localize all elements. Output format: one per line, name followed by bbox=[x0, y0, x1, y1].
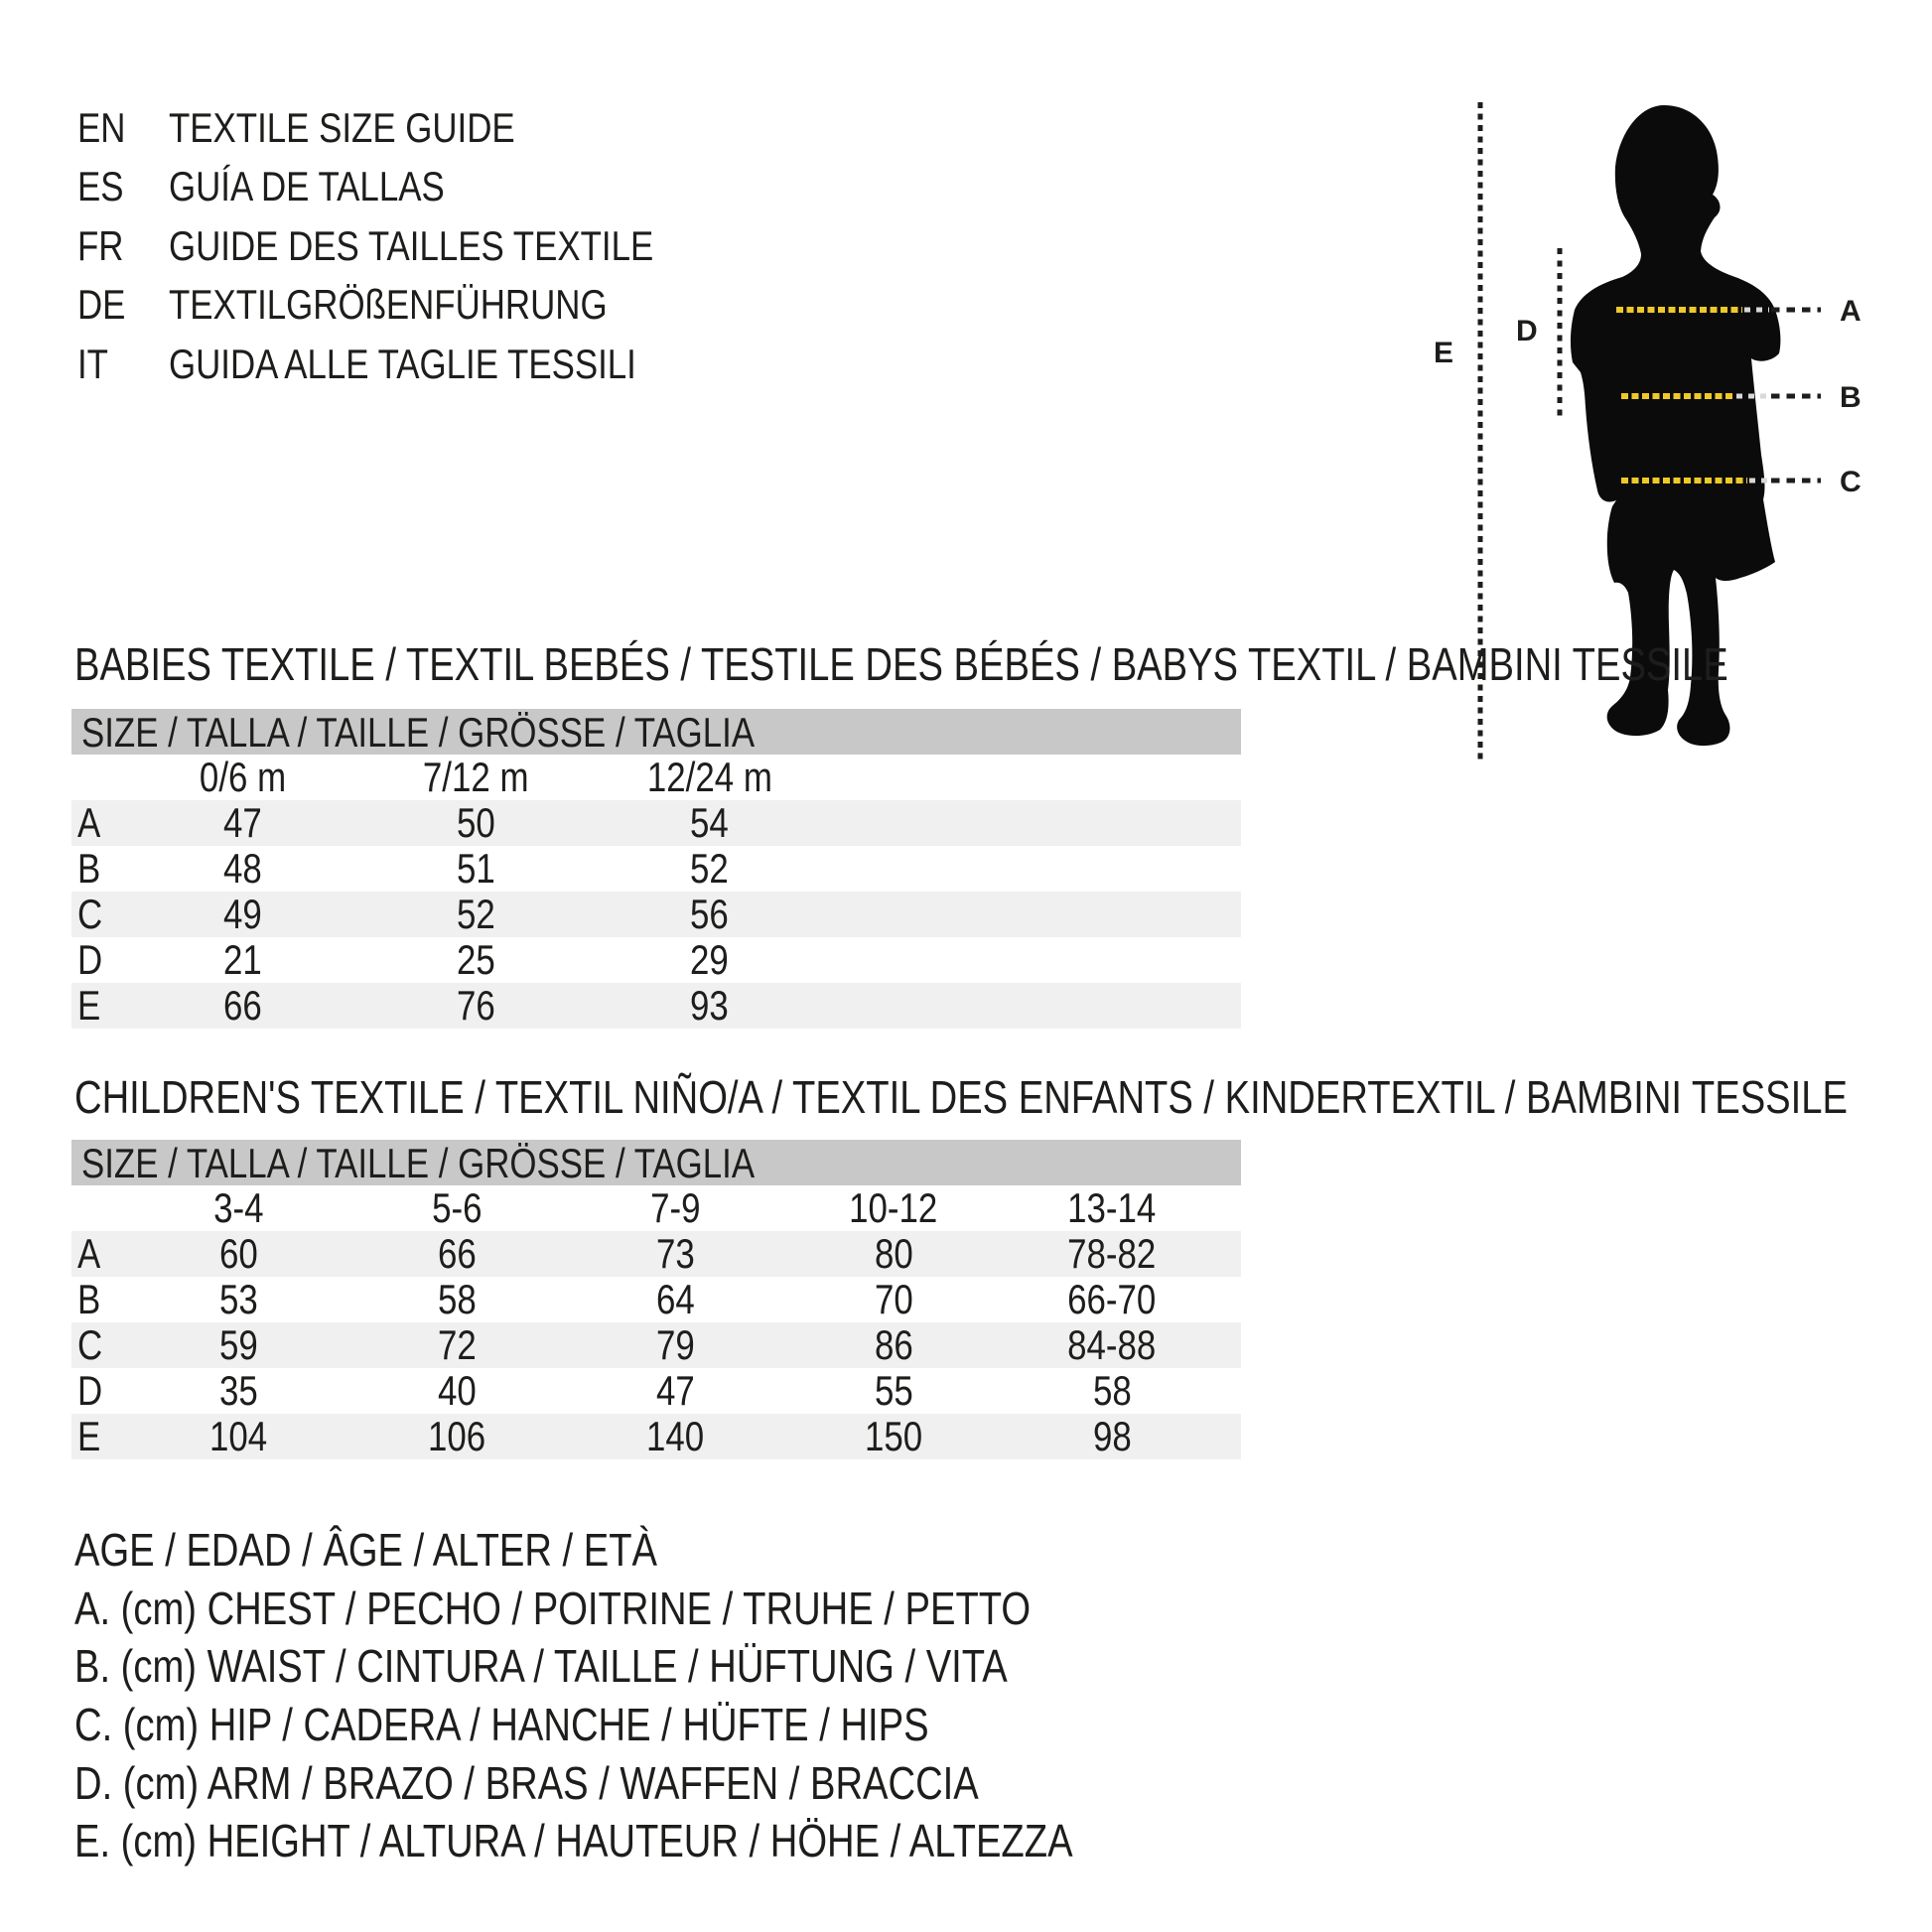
legend-chest-line: A. (cm) CHEST / PECHO / POITRINE / TRUHE / PETTO bbox=[74, 1582, 1032, 1634]
row-label: C bbox=[77, 1321, 103, 1368]
language-row-de bbox=[77, 275, 1408, 334]
table-cell: 55 bbox=[874, 1367, 913, 1414]
table-cell: 98 bbox=[1092, 1413, 1132, 1459]
language-title-de: TEXTILGRÖßENFÜHRUNG bbox=[169, 281, 608, 329]
language-code-en: EN bbox=[77, 104, 126, 151]
table-cell: 58 bbox=[437, 1276, 477, 1322]
table-cell: 86 bbox=[874, 1321, 913, 1368]
table-cell: 52 bbox=[457, 891, 495, 937]
table-cell: 84-88 bbox=[1067, 1321, 1157, 1368]
children-section-heading: CHILDREN'S TEXTILE / TEXTIL NIÑO/A / TEXTIL DES ENFANTS / KINDERTEXTIL / BAMBINI TESSILE bbox=[74, 1071, 1848, 1123]
figure-label-chest-a: A bbox=[1840, 295, 1862, 328]
children-row-d bbox=[71, 1368, 1241, 1414]
babies-section-heading: BABIES TEXTILE / TEXTIL BEBÉS / TESTILE DES BÉBÉS / BABYS TEXTIL / BAMBINI TESSILE bbox=[74, 638, 1728, 690]
table-cell: 52 bbox=[690, 845, 729, 892]
children-col-7-9: 7-9 bbox=[649, 1184, 701, 1231]
language-row-es bbox=[77, 157, 1408, 215]
language-row-en bbox=[77, 98, 1408, 157]
babies-row-a bbox=[71, 800, 1241, 846]
children-size-table bbox=[71, 1140, 1241, 1459]
table-cell: 50 bbox=[457, 799, 495, 846]
language-title-fr: GUIDE DES TAILLES TEXTILE bbox=[169, 221, 654, 269]
table-cell: 140 bbox=[645, 1413, 705, 1459]
babies-row-c bbox=[71, 892, 1241, 937]
language-title-list bbox=[77, 98, 1408, 393]
row-label: A bbox=[77, 799, 101, 846]
children-row-b bbox=[71, 1277, 1241, 1322]
table-cell: 70 bbox=[874, 1276, 913, 1322]
row-label: C bbox=[77, 891, 103, 937]
table-cell: 21 bbox=[223, 936, 262, 983]
table-cell: 66-70 bbox=[1067, 1276, 1157, 1322]
table-cell: 80 bbox=[874, 1230, 913, 1277]
table-cell: 79 bbox=[655, 1321, 695, 1368]
table-cell: 53 bbox=[218, 1276, 258, 1322]
figure-label-height-e: E bbox=[1434, 337, 1454, 369]
language-code-fr: FR bbox=[77, 221, 124, 269]
babies-col-12-24m: 12/24 m bbox=[646, 754, 772, 800]
table-cell: 56 bbox=[690, 891, 729, 937]
babies-size-header-bar: SIZE / TALLA / TAILLE / GRÖSSE / TAGLIA bbox=[71, 709, 1241, 755]
language-title-en: TEXTILE SIZE GUIDE bbox=[169, 104, 515, 151]
language-code-es: ES bbox=[77, 163, 124, 210]
language-code-it: IT bbox=[77, 340, 108, 387]
children-row-c bbox=[71, 1322, 1241, 1368]
table-cell: 66 bbox=[223, 982, 262, 1029]
table-cell: 40 bbox=[437, 1367, 477, 1414]
table-cell: 104 bbox=[208, 1413, 268, 1459]
babies-row-e bbox=[71, 983, 1241, 1029]
row-label: D bbox=[77, 1367, 103, 1414]
babies-row-d bbox=[71, 937, 1241, 983]
figure-label-waist-b: B bbox=[1840, 381, 1862, 414]
legend-waist-line: B. (cm) WAIST / CINTURA / TAILLE / HÜFTUNG / VITA bbox=[74, 1640, 1008, 1693]
row-label: B bbox=[77, 845, 101, 892]
table-cell: 54 bbox=[690, 799, 729, 846]
table-cell: 35 bbox=[218, 1367, 258, 1414]
children-col-5-6: 5-6 bbox=[431, 1184, 483, 1231]
children-row-a bbox=[71, 1231, 1241, 1277]
babies-column-header-row bbox=[71, 755, 1241, 800]
babies-col-7-12m: 7/12 m bbox=[423, 754, 529, 800]
table-cell: 73 bbox=[655, 1230, 695, 1277]
children-col-10-12: 10-12 bbox=[849, 1184, 938, 1231]
table-cell: 66 bbox=[437, 1230, 477, 1277]
table-cell: 49 bbox=[223, 891, 262, 937]
table-cell: 47 bbox=[223, 799, 262, 846]
babies-size-table bbox=[71, 709, 1241, 1029]
row-label: D bbox=[77, 936, 103, 983]
row-label: A bbox=[77, 1230, 101, 1277]
figure-label-arm-d: D bbox=[1516, 315, 1538, 347]
table-cell: 58 bbox=[1092, 1367, 1132, 1414]
table-cell: 51 bbox=[457, 845, 495, 892]
legend-arm-line: D. (cm) ARM / BRAZO / BRAS / WAFFEN / BRACCIA bbox=[74, 1756, 979, 1809]
children-col-13-14: 13-14 bbox=[1067, 1184, 1157, 1231]
row-label: E bbox=[77, 982, 101, 1029]
table-cell: 93 bbox=[690, 982, 729, 1029]
language-code-de: DE bbox=[77, 281, 126, 329]
babies-col-0-6m: 0/6 m bbox=[199, 754, 287, 800]
children-column-header-row bbox=[71, 1185, 1241, 1231]
row-label: B bbox=[77, 1276, 101, 1322]
table-cell: 76 bbox=[457, 982, 495, 1029]
children-col-3-4: 3-4 bbox=[212, 1184, 264, 1231]
language-title-it: GUIDA ALLE TAGLIE TESSILI bbox=[169, 340, 636, 387]
table-cell: 78-82 bbox=[1067, 1230, 1157, 1277]
table-cell: 47 bbox=[655, 1367, 695, 1414]
babies-row-b bbox=[71, 846, 1241, 892]
legend-height-line: E. (cm) HEIGHT / ALTURA / HAUTEUR / HÖHE / ALTEZZA bbox=[74, 1815, 1073, 1867]
legend-hip-line: C. (cm) HIP / CADERA / HANCHE / HÜFTE / HIPS bbox=[74, 1699, 929, 1751]
legend-age-line: AGE / EDAD / ÂGE / ALTER / ETÀ bbox=[74, 1524, 658, 1576]
table-cell: 48 bbox=[223, 845, 262, 892]
table-cell: 106 bbox=[427, 1413, 486, 1459]
table-cell: 150 bbox=[864, 1413, 923, 1459]
table-cell: 72 bbox=[437, 1321, 477, 1368]
row-label: E bbox=[77, 1413, 101, 1459]
table-cell: 29 bbox=[690, 936, 729, 983]
table-cell: 60 bbox=[218, 1230, 258, 1277]
language-row-it bbox=[77, 335, 1408, 393]
children-row-e bbox=[71, 1414, 1241, 1459]
language-title-es: GUÍA DE TALLAS bbox=[169, 163, 445, 210]
language-row-fr bbox=[77, 216, 1408, 275]
measurement-legend bbox=[74, 1521, 1278, 1870]
figure-label-hip-c: C bbox=[1840, 466, 1862, 498]
table-cell: 25 bbox=[457, 936, 495, 983]
table-cell: 59 bbox=[218, 1321, 258, 1368]
table-cell: 64 bbox=[655, 1276, 695, 1322]
children-size-header-bar: SIZE / TALLA / TAILLE / GRÖSSE / TAGLIA bbox=[71, 1140, 1241, 1185]
